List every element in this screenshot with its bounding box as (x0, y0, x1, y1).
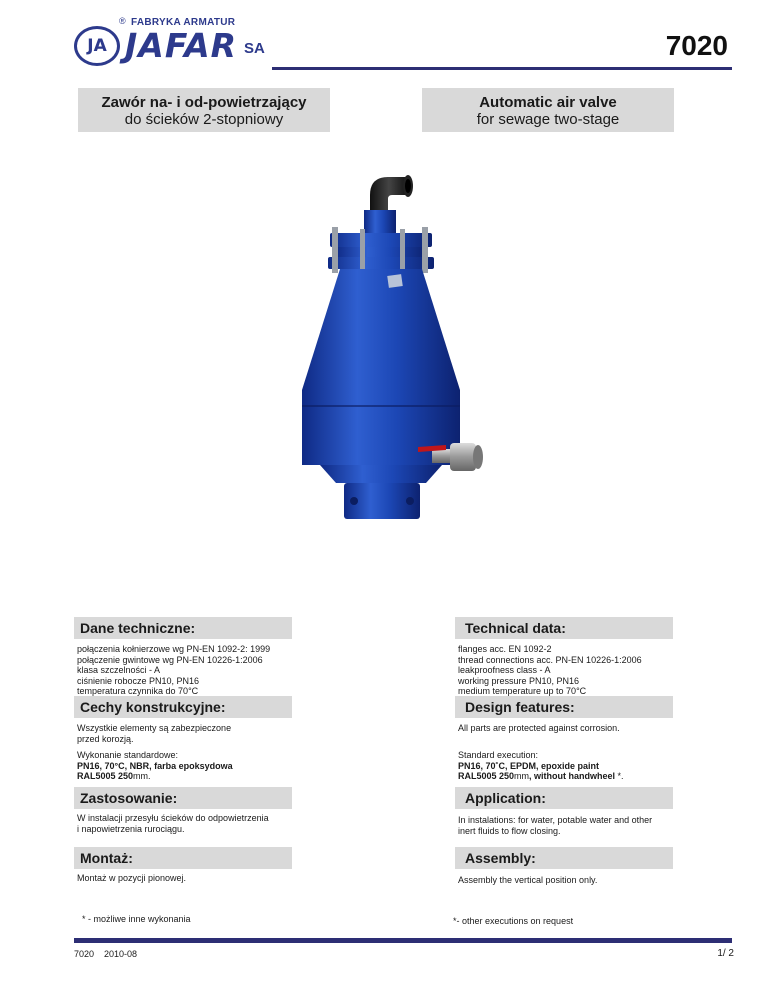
product-code: 7020 (665, 30, 728, 61)
heading-application-en: Application: (455, 787, 673, 809)
application-pl-text (77, 813, 317, 834)
std-label-pl: Wykonanie standardowe: (77, 750, 178, 760)
std-ral-pl: RAL5005 250 (77, 771, 134, 781)
tech-en-line: leakproofness class - A (458, 665, 551, 675)
std-unit-en: mm (514, 771, 530, 781)
tech-en-line: flanges acc. EN 1092-2 (458, 644, 552, 654)
title-en-line2: for sewage two-stage (476, 111, 620, 128)
tech-pl-list (77, 644, 317, 697)
footer-date: 2010-08 (104, 949, 138, 959)
heading-design-en: Design features: (455, 696, 673, 718)
heading-tech-pl: Dane techniczne: (74, 617, 292, 639)
logo-wordmark: JAFAR (125, 26, 238, 65)
tech-pl-line: połączenia kołnierzowe wg PN-EN 1092-2: 1999 (77, 644, 271, 654)
tech-en-line: thread connections acc. PN-EN 10226-1:2006 (458, 654, 642, 665)
std-end-en: *. (615, 771, 624, 781)
std-execution-pl (77, 750, 317, 782)
design-en-text (458, 723, 718, 734)
heading-assembly-en: Assembly: (455, 847, 673, 869)
footer-code: 7020 (74, 949, 95, 959)
title-pl-line1: Zawór na- i od-powietrzający (101, 94, 307, 111)
application-en-text (458, 815, 718, 836)
std-spec-en: PN16, 70˚C, EPDM, epoxide paint (458, 760, 600, 771)
std-spec-pl: PN16, 70°C, NBR, farba epoksydowa (77, 760, 233, 771)
std-unit-pl: mm (133, 771, 149, 781)
application-en-line: In instalations: for water, potable water and other (458, 815, 653, 825)
tech-pl-line: klasa szczelności - A (77, 665, 161, 675)
logo-suffix: SA (244, 40, 265, 57)
std-label-en: Standard execution: (458, 750, 539, 760)
title-pl-line2: do ścieków 2-stopniowy (124, 111, 284, 128)
std-end-pl: . (148, 771, 151, 781)
heading-application-pl: Zastosowanie: (74, 787, 292, 809)
tech-pl-line: połączenie gwintowe wg PN-EN 10226-1:2006 (77, 654, 263, 665)
design-pl-line: Wszystkie elementy są zabezpieczone (77, 723, 232, 733)
registered-mark: ® (119, 16, 126, 26)
heading-tech-en: Technical data: (455, 617, 673, 639)
page-number: 1/ 2 (717, 948, 734, 959)
title-en-line1: Automatic air valve (479, 94, 617, 111)
logo-monogram: JA (74, 26, 120, 66)
std-execution-en (458, 750, 718, 782)
assembly-pl-text: Montaż w pozycji pionowej. (77, 873, 187, 883)
tech-pl-line: ciśnienie robocze PN10, PN16 (77, 675, 200, 686)
design-pl-line: przed korozją. (77, 733, 134, 744)
design-en-line: All parts are protected against corrosion. (458, 723, 620, 733)
header-divider (272, 67, 732, 70)
title-box-en (422, 88, 674, 132)
application-en-line: inert fluids to flow closing. (458, 825, 561, 836)
design-pl-text (77, 723, 317, 744)
heading-design-pl: Cechy konstrukcyjne: (74, 696, 292, 718)
tech-en-list (458, 644, 718, 697)
footnote-pl: * - możliwe inne wykonania (82, 914, 191, 924)
assembly-en-text: Assembly the vertical position only. (458, 875, 598, 885)
tech-en-line: medium temperature up to 70°C (458, 686, 587, 696)
logo-tagline: FABRYKA ARMATUR (131, 17, 236, 28)
air-valve-image (300, 165, 490, 530)
std-ral-en: RAL5005 250 (458, 771, 515, 781)
std-handwheel-en: , without handwheel (529, 771, 616, 781)
tech-pl-line: temperatura czynnika do 70°C (77, 686, 199, 696)
tech-en-line: working pressure PN10, PN16 (458, 675, 580, 686)
footer-divider (74, 938, 732, 943)
application-pl-line: i napowietrzenia rurociągu. (77, 823, 185, 834)
title-box-pl (78, 88, 330, 132)
application-pl-line: W instalacji przesyłu ścieków do odpowietrzenia (77, 813, 269, 823)
footnote-en: *- other executions on request (453, 916, 574, 926)
heading-assembly-pl: Montaż: (74, 847, 292, 869)
